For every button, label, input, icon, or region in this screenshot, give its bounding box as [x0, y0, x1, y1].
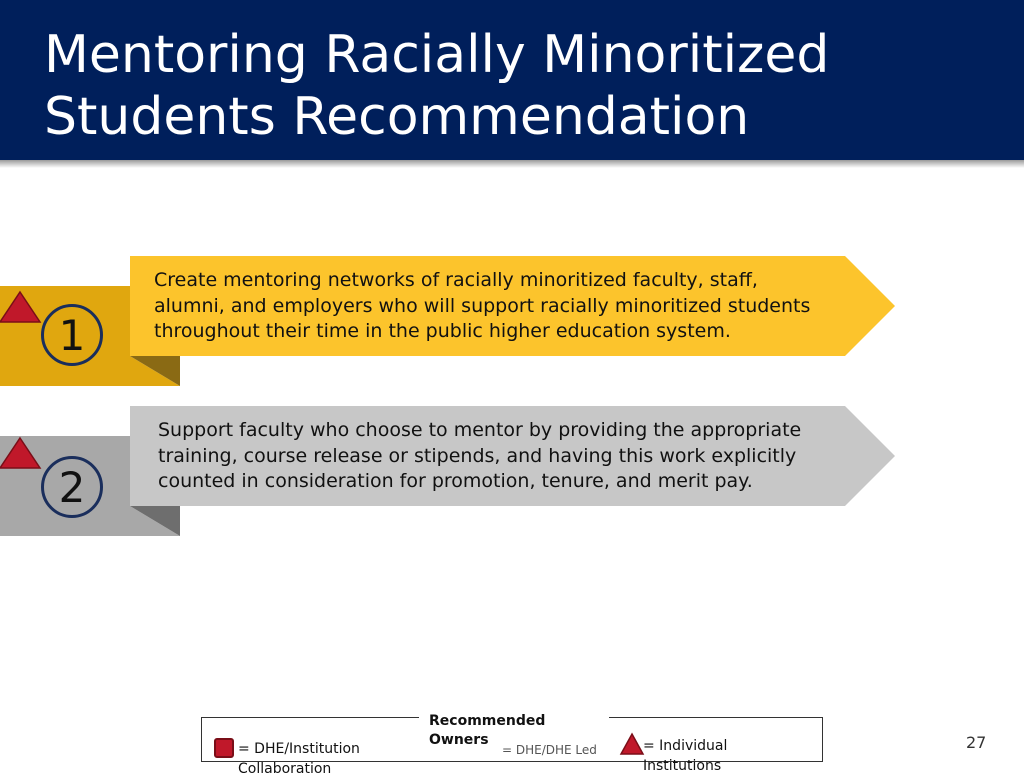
red-square-icon [214, 738, 234, 758]
recommendation-2-line-3: counted in consideration for promotion, tenure, and merit pay. [158, 470, 753, 492]
number-badge-1: 1 [41, 304, 103, 366]
number-badge-2: 2 [41, 456, 103, 518]
legend-item-collaboration: = DHE/Institution Collaboration [238, 741, 360, 777]
recommendation-2-line-2: training, course release or stipends, and having this work explicitly [158, 444, 797, 467]
legend-title-line-2: Owners [429, 732, 489, 748]
recommendation-1 [0, 256, 900, 396]
recommendation-1-text [154, 268, 854, 345]
recommendation-2-text [158, 418, 858, 495]
legend-item-dhe-led: = DHE/DHE Led [502, 743, 597, 757]
recommendation-2 [0, 406, 900, 546]
recommendation-1-line-2: alumni, and employers who will support racially minoritized students [154, 294, 811, 317]
header-shadow [0, 160, 1024, 168]
legend-item-individual: = Individual Institutions [643, 738, 728, 774]
slide-title [44, 24, 1004, 148]
recommendation-1-line-3: throughout their time in the public higher education system. [154, 320, 731, 342]
title-line-2: Students Recommendation [44, 87, 750, 147]
recommendation-2-line-1: Support faculty who choose to mentor by providing the appropriate [158, 419, 802, 441]
legend-title-line-1: Recommended [429, 713, 546, 729]
title-line-1: Mentoring Racially Minoritized [44, 25, 830, 85]
owners-legend [201, 713, 823, 777]
red-triangle-icon [620, 732, 644, 756]
recommendation-1-line-1: Create mentoring networks of racially minoritized faculty, staff, [154, 269, 758, 291]
page-number: 27 [966, 733, 987, 752]
